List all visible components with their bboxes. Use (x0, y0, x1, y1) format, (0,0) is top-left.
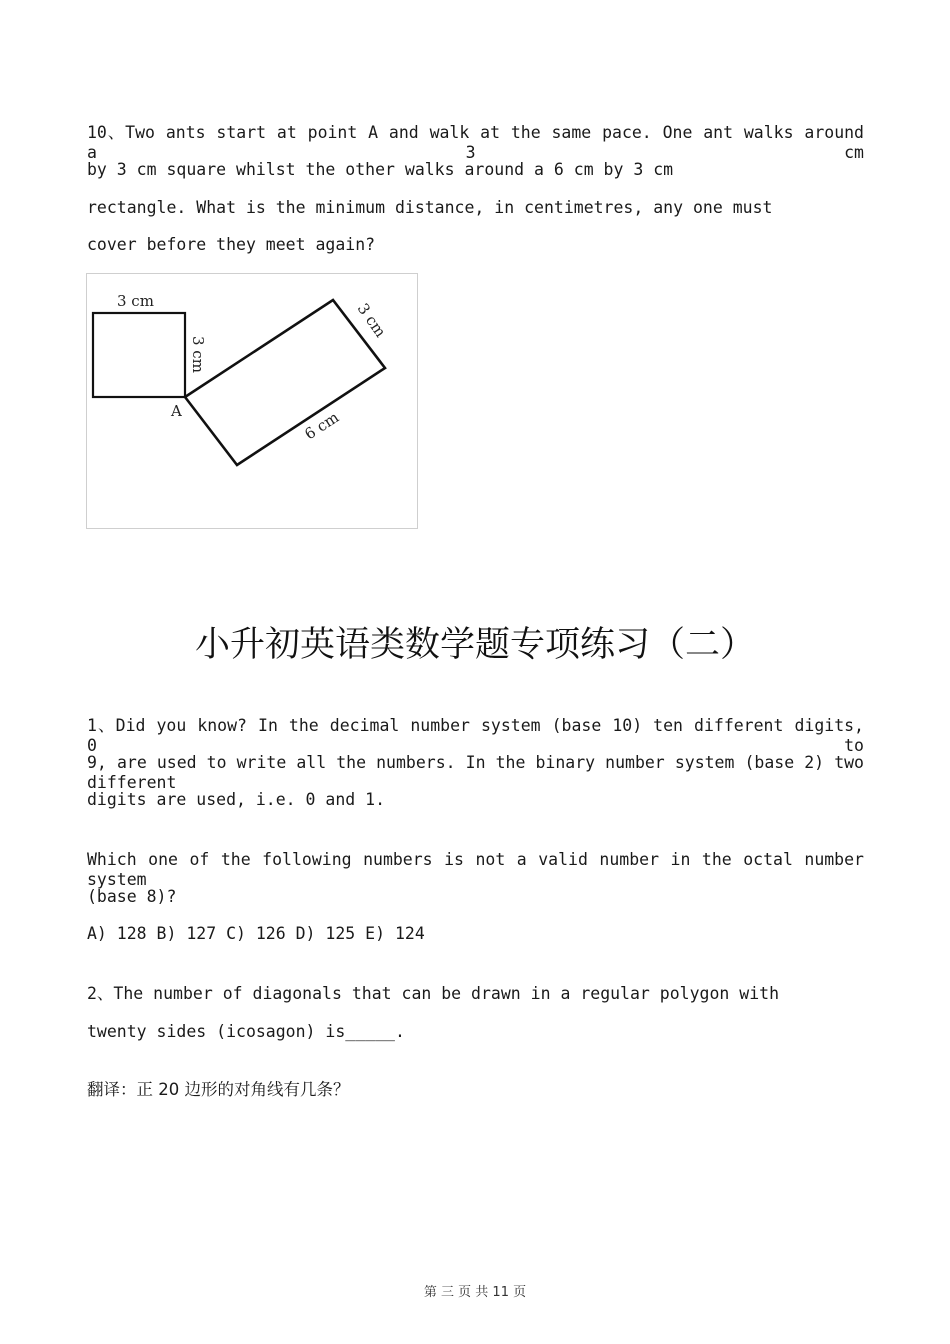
square-shape (93, 313, 185, 397)
q2-translation: 翻译：正 20 边形的对角线有几条？ (87, 1080, 350, 1099)
q1-options: A) 128 B) 127 C) 126 D) 125 E) 124 (87, 924, 425, 943)
rectangle-short-side-label: 3 cm (353, 299, 390, 341)
q10-line-1: 10、Two ants start at point A and walk at the same pace. One ant walks around a 3 cm (87, 123, 864, 162)
q1-line-5: (base 8)? (87, 887, 177, 906)
q10-line-3: rectangle. What is the minimum distance, in centimetres, any one must (87, 198, 773, 217)
q1-line-4: Which one of the following numbers is not a valid number in the octal number system (87, 850, 864, 889)
q1-line-1: 1、Did you know? In the decimal number system (base 10) ten different digits, 0 to (87, 716, 864, 755)
square-top-label: 3 cm (117, 292, 154, 310)
q2-line-1: 2、The number of diagonals that can be drawn in a regular polygon with (87, 984, 780, 1003)
rectangle-shape (185, 300, 385, 465)
square-side-label: 3 cm (189, 336, 207, 373)
ant-path-figure (86, 273, 418, 529)
q1-line-3: digits are used, i.e. 0 and 1. (87, 790, 386, 809)
square-and-rectangle-diagram (87, 274, 417, 528)
section-heading: 小升初英语类数学题专项练习（二） (194, 625, 755, 665)
q1-line-2: 9, are used to write all the numbers. In the binary number system (base 2) two different (87, 753, 864, 792)
rectangle-long-side-label: 6 cm (301, 408, 343, 444)
q10-line-2: by 3 cm square whilst the other walks around a 6 cm by 3 cm (87, 160, 674, 179)
q2-line-2: twenty sides (icosagon) is_____. (87, 1022, 405, 1041)
point-a-label: A (171, 402, 182, 420)
page-footer: 第 三 页 共 11 页 (423, 1285, 527, 1300)
q10-line-4: cover before they meet again? (87, 235, 376, 254)
